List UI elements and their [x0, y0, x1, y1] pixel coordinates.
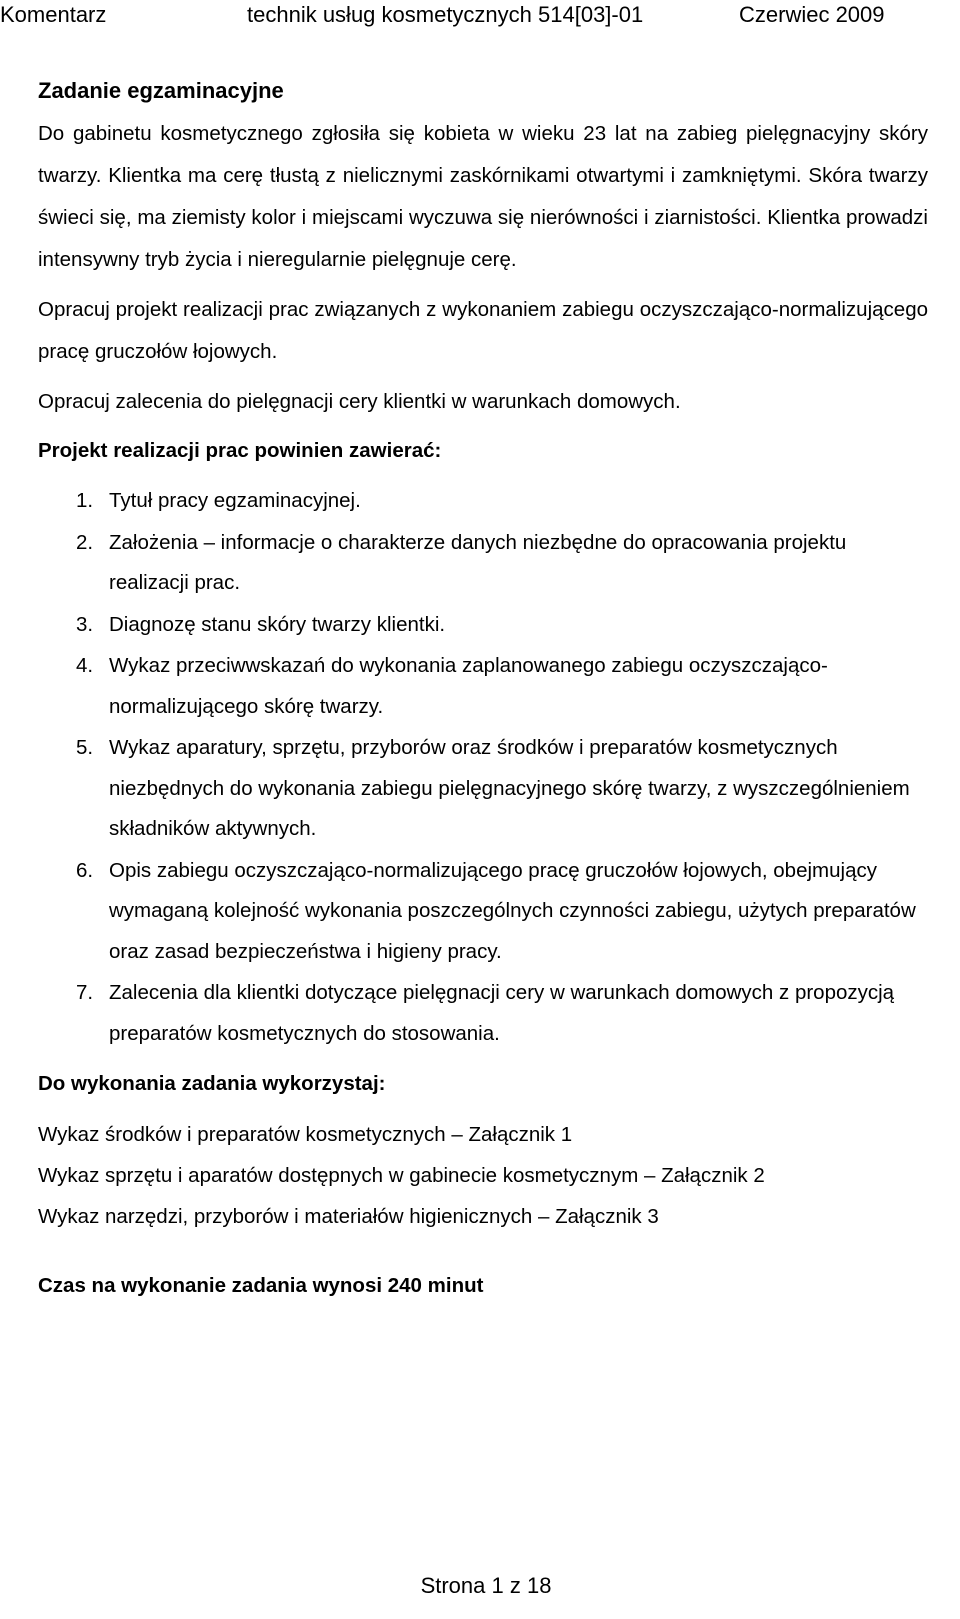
list-item-number: 6. [76, 858, 94, 882]
resources-heading: Do wykonania zadania wykorzystaj: [38, 1072, 386, 1095]
resource-item: Wykaz narzędzi, przyborów i materiałów higienicznych – Załącznik 3 [38, 1205, 659, 1228]
project-requirements-heading: Projekt realizacji prac powinien zawierać: [38, 439, 442, 462]
resources-list [38, 1114, 928, 1237]
project-requirements-list [38, 481, 928, 1054]
list-item [38, 646, 928, 727]
page-header [0, 0, 960, 32]
list-item-text: Wykaz przeciwwskazań do wykonania zaplanowanego zabiegu oczyszczająco-normalizującego skórę twarzy. [109, 654, 828, 718]
list-item [38, 481, 928, 522]
page-number [0, 1572, 960, 1600]
resource-item: Wykaz środków i preparatów kosmetycznych – Załącznik 1 [38, 1123, 573, 1146]
list-item-text: Założenia – informacje o charakterze danych niezbędne do opracowania projektu realizacji prac. [109, 530, 847, 594]
list-item-number: 4. [76, 654, 94, 677]
list-item [38, 851, 928, 973]
resource-item: Wykaz sprzętu i aparatów dostępnych w gabinecie kosmetycznym – Załącznik 2 [38, 1164, 765, 1187]
list-item-number: 1. [76, 489, 94, 512]
page-title: Zadanie egzaminacyjne [38, 78, 284, 103]
list-item-number: 7. [76, 981, 94, 1004]
task-recommendations-paragraph: Opracuj zalecenia do pielęgnacji cery klientki w warunkach domowych. [38, 390, 681, 413]
list-item-number: 2. [76, 530, 94, 554]
list-item [38, 728, 928, 850]
time-limit-note: Czas na wykonanie zadania wynosi 240 minut [38, 1274, 484, 1297]
intro-paragraph: Do gabinetu kosmetycznego zgłosiła się kobieta w wieku 23 lat na zabieg pielęgnacyjny skóry twarzy. Klientka ma cerę tłustą z nielicznymi zaskórnikami otwartymi i zamkniętymi. Skóra twarzy świeci się, ma ziemisty kolor i miejscami wyczuwa się nierówności i ziarnistości. Klientka prowadzi intensywny tryb życia i nieregularnie pielęgnuje cerę. [38, 122, 928, 271]
list-item-text: Tytuł pracy egzaminacyjnej. [109, 489, 361, 512]
page-content [38, 72, 928, 1307]
list-item-text: Diagnozę stanu skóry twarzy klientki. [109, 612, 446, 636]
list-item-text: Wykaz aparatury, sprzętu, przyborów oraz środków i preparatów kosmetycznych niezbędnych do wykonania zabiegu pielęgnacyjnego skórę twarzy, z wyszczególnieniem składników aktywnych. [109, 736, 910, 840]
header-date: Czerwiec 2009 [739, 2, 885, 27]
list-item [38, 973, 928, 1054]
list-item-text: Opis zabiegu oczyszczająco-normalizującego pracę gruczołów łojowych, obejmujący wymaganą kolejność wykonania poszczególnych czynności zabiegu, użytych preparatów oraz zasad bezpieczeństwa i higieny pracy. [109, 858, 916, 963]
header-document-type: Komentarz [0, 2, 107, 27]
list-item-text: Zalecenia dla klientki dotyczące pielęgnacji cery w warunkach domowych z propozycją preparatów kosmetycznych do stosowania. [109, 981, 895, 1045]
page-number-text: Strona 1 z 18 [420, 1573, 552, 1598]
list-item [38, 605, 928, 646]
task-project-paragraph: Opracuj projekt realizacji prac związanych z wykonaniem zabiegu oczyszczająco-normalizującego pracę gruczołów łojowych. [38, 298, 928, 363]
header-exam-name: technik usług kosmetycznych 514[03]-01 [247, 2, 644, 27]
list-item-number: 3. [76, 612, 94, 636]
list-item [38, 523, 928, 604]
list-item-number: 5. [76, 736, 94, 759]
